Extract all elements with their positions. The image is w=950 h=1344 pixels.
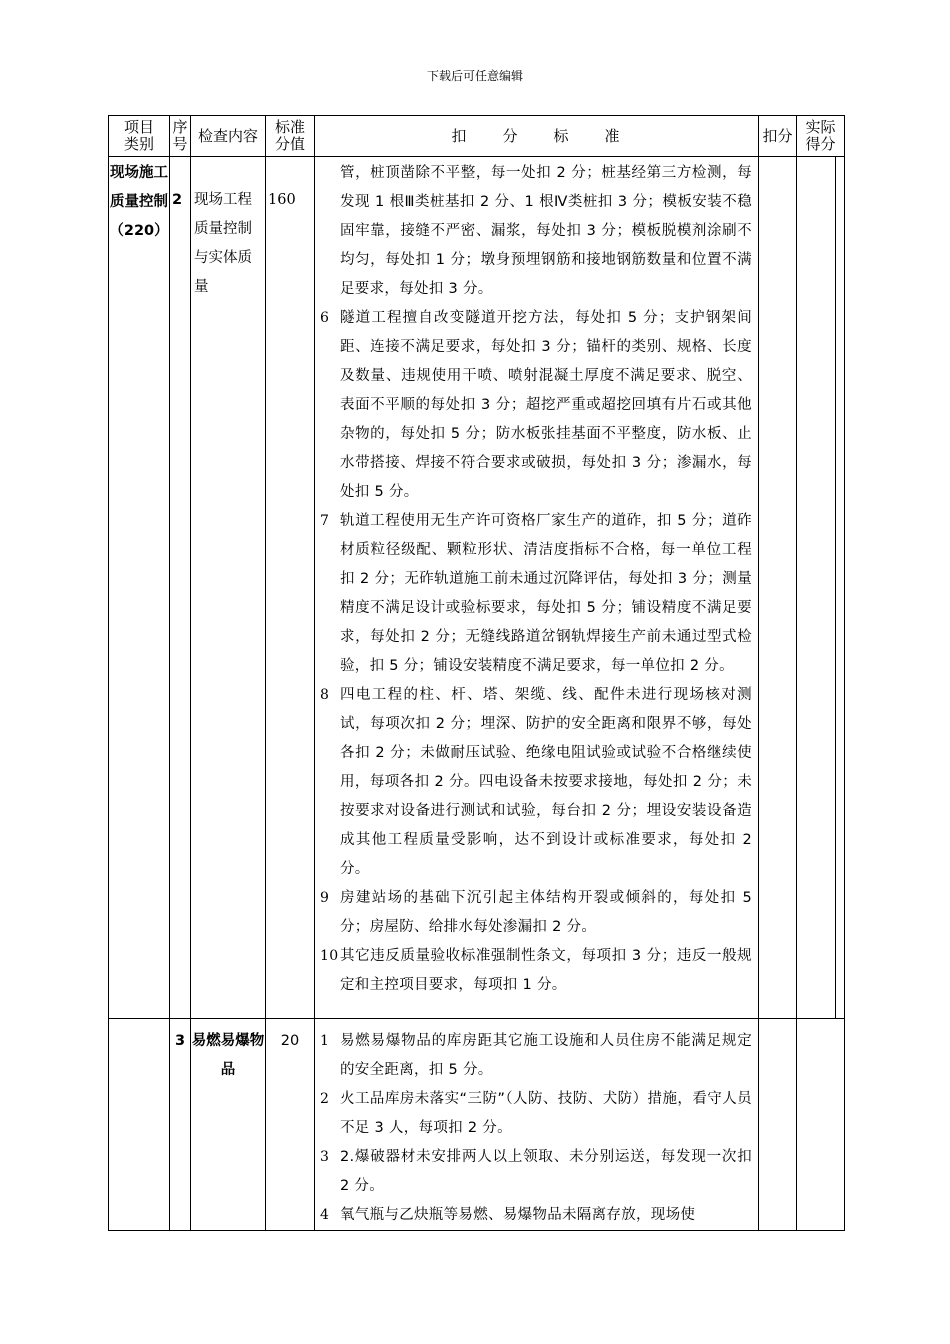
content-cell: 现场工程质量控制与实体质量 xyxy=(191,157,266,1019)
deduct-cell xyxy=(759,157,797,1019)
inner-divider-line xyxy=(835,156,836,1018)
actual-score-cell xyxy=(797,157,845,1019)
criteria-item: 6 隧道工程擅自改变隧道开挖方法，每处扣 5 分；支护钢架间距、连接不满足要求，每处扣 3 分；锚杆的类别、规格、长度及数量、违规使用干喷、喷射混凝土厚度不满足要求、脱空、表面不平顺的每处扣 3 分；超挖严重或超挖回填有片石或其他杂物的，每处扣 5 分；防水板张挂基面不平整度，防水板、止水带搭接、焊接不符合要求或破损，每处扣 3 分；渗漏水，每处扣 5 分。 xyxy=(320,310,752,500)
deduct-cell xyxy=(759,1019,797,1231)
page-header-note: 下载后可任意编辑 xyxy=(426,69,523,83)
criteria-item: 1 易燃易爆物品的库房距其它施工设施和人员住房不能满足规定的安全距离，扣 5 分。 xyxy=(320,1033,752,1078)
table-row xyxy=(109,1019,845,1231)
header-criteria: 扣 分 标 准 xyxy=(315,116,759,157)
header-category: 项目类别 xyxy=(109,116,170,157)
content-cell: 易燃易爆物品 xyxy=(191,1019,266,1231)
criteria-item: 9 房建站场的基础下沉引起主体结构开裂或倾斜的，每处扣 5 分；房屋防、给排水每处渗漏扣 2 分。 xyxy=(320,890,752,935)
criteria-cell xyxy=(315,1019,759,1231)
header-content: 检查内容 xyxy=(191,116,266,157)
seq-cell: 2 xyxy=(170,157,191,1019)
criteria-item: 2 火工品库房未落实“三防”（人防、技防、犬防）措施，看守人员不足 3 人，每项扣 2 分。 xyxy=(320,1091,752,1136)
header-seq: 序号 xyxy=(170,116,191,157)
criteria-item: 4 氧气瓶与乙炔瓶等易燃、易爆物品未隔离存放，现场使 xyxy=(320,1207,696,1223)
table-row xyxy=(109,157,845,1019)
category-cell: 现场施工质量控制（220） xyxy=(109,157,170,1019)
header-actual: 实际得分 xyxy=(797,116,845,157)
seq-cell: 3 xyxy=(170,1019,191,1231)
criteria-cell xyxy=(315,157,759,1019)
header-deduct: 扣分 xyxy=(759,116,797,157)
category-cell xyxy=(109,1019,170,1231)
actual-score-cell xyxy=(797,1019,845,1231)
criteria-item: 10 其它违反质量验收标准强制性条文，每项扣 3 分；违反一般规定和主控项目要求，每项扣 1 分。 xyxy=(320,948,752,993)
criteria-item: 3 2.爆破器材未安排两人以上领取、未分别运送，每发现一次扣 2 分。 xyxy=(320,1149,752,1194)
criteria-item: 管，桩顶凿除不平整，每一处扣 2 分；桩基经第三方检测，每发现 1 根Ⅲ类桩基扣 2 分、1 根Ⅳ类桩扣 3 分；模板安装不稳固牢靠，接缝不严密、漏浆，每处扣 3 分；模板脱模剂涂刷不均匀，每处扣 1 分；墩身预埋钢筋和接地钢筋数量和位置不满足要求，每处扣 3 分。 xyxy=(340,165,752,297)
criteria-item: 7 轨道工程使用无生产许可资格厂家生产的道砟，扣 5 分；道砟材质粒径级配、颗粒形状、清洁度指标不合格，每一单位工程扣 2 分；无砟轨道施工前未通过沉降评估，每处扣 3 分；测量精度不满足设计或验标要求，每处扣 5 分；铺设精度不满足要求，每处扣 2 分；无缝线路道岔钢轨焊接生产前未通过型式检验，扣 5 分；铺设安装精度不满足要求，每一单位扣 2 分。 xyxy=(320,513,752,674)
inspection-table xyxy=(108,115,845,1231)
score-cell: 160 xyxy=(266,157,315,1019)
header-score: 标准分值 xyxy=(266,116,315,157)
criteria-item: 8 四电工程的柱、杆、塔、架缆、线、配件未进行现场核对测试，每项次扣 2 分；埋深、防护的安全距离和限界不够，每处各扣 2 分；未做耐压试验、绝缘电阻试验或试验不合格继续使用，每项各扣 2 分。四电设备未按要求接地，每处扣 2 分；未按要求对设备进行测试和试验，每台扣 2 分；埋设安装设备造成其他工程质量受影响，达不到设计或标准要求，每处扣 2 分。 xyxy=(320,687,752,877)
score-cell: 20 xyxy=(266,1019,315,1231)
table-header-row xyxy=(109,116,845,157)
